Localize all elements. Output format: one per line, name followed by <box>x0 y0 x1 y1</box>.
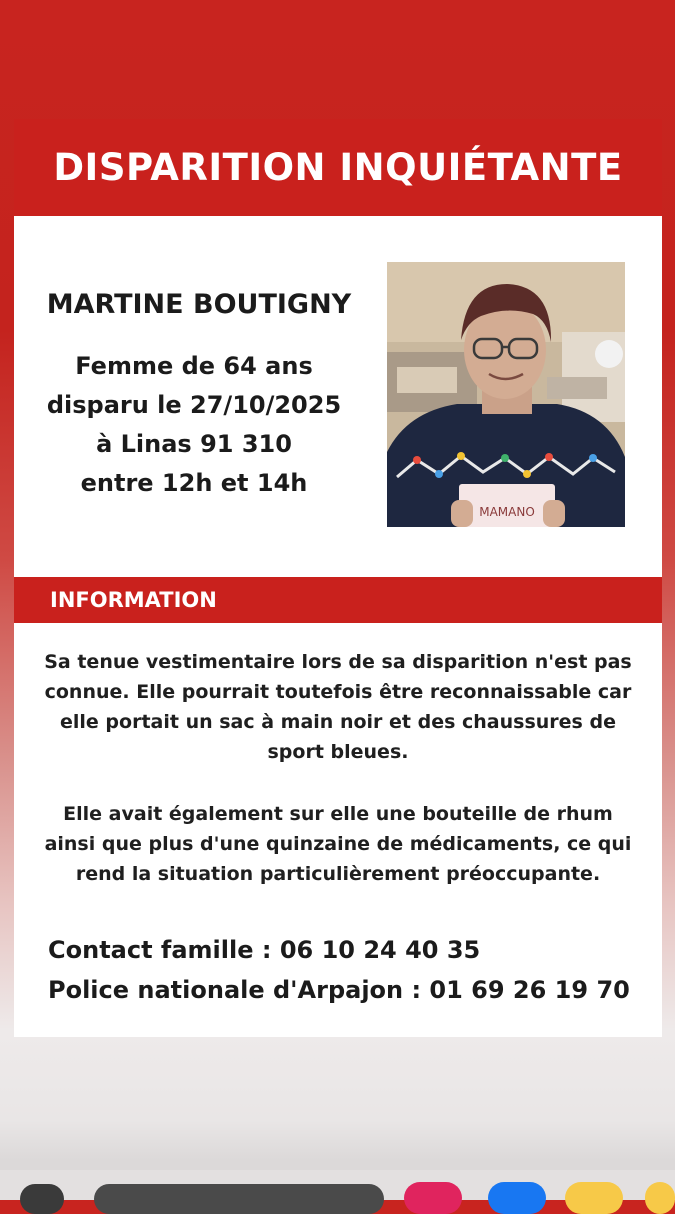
detail-date: disparu le 27/10/2025 <box>46 391 342 419</box>
information-paragraph-2 <box>32 799 644 889</box>
paragraph-line: connue. Elle pourrait toutefois être reconnaissable car <box>44 681 632 703</box>
contact-police: Police nationale d'Arpajon : 01 69 26 19 70 <box>48 976 630 1004</box>
detail-place: à Linas 91 310 <box>96 430 292 458</box>
contact-family: Contact famille : 06 10 24 40 35 <box>48 936 481 964</box>
story-bottom-bar <box>0 1170 675 1200</box>
detail-age: Femme de 64 ans <box>75 352 313 380</box>
detail-time: entre 12h et 14h <box>80 469 308 497</box>
person-photo <box>387 262 625 527</box>
person-details <box>14 347 374 503</box>
paragraph-line: sport bleues. <box>267 741 409 763</box>
reaction-icon[interactable] <box>404 1182 462 1214</box>
reply-input[interactable] <box>94 1184 384 1214</box>
information-paragraph-1 <box>32 647 644 767</box>
paragraph-line: ainsi que plus d'une quinzaine de médicaments, ce qui <box>44 833 632 855</box>
section-title: INFORMATION <box>14 577 662 623</box>
share-icon[interactable] <box>488 1182 546 1214</box>
more-icon[interactable] <box>645 1182 675 1214</box>
missing-person-poster <box>14 119 662 1037</box>
paragraph-line: Elle avait également sur elle une bouteille de rhum <box>63 803 613 825</box>
paragraph-line: elle portait un sac à main noir et des chaussures de <box>60 711 616 733</box>
emoji-icon[interactable] <box>565 1182 623 1214</box>
photo-caption: MAMANO <box>479 505 535 519</box>
paragraph-line: rend la situation particulièrement préoccupante. <box>75 863 601 885</box>
paragraph-line: Sa tenue vestimentaire lors de sa disparition n'est pas <box>44 651 632 673</box>
poster-title: DISPARITION INQUIÉTANTE <box>14 119 662 216</box>
person-photo-illustration <box>387 262 625 527</box>
person-name: MARTINE BOUTIGNY <box>46 289 352 320</box>
back-button-icon[interactable] <box>20 1184 64 1214</box>
